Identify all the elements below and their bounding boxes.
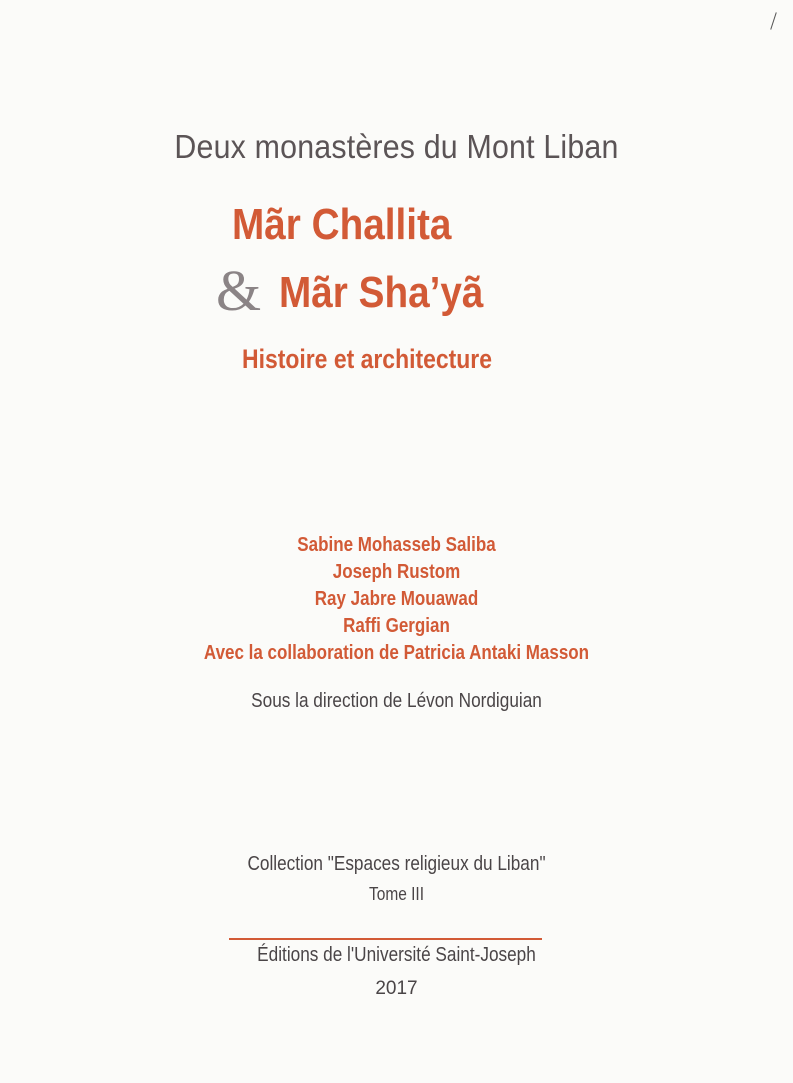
collaboration-credit: Avec la collaboration de Patricia Antaki Masson [203,642,590,664]
author-name: Raffi Gergian [343,615,450,637]
author-name: Sabine Mohasseb Saliba [297,534,496,556]
author-list [59,532,733,667]
collection-name: Collection "Espaces religieux du Liban" [247,853,546,875]
title-ampersand: & [216,258,262,323]
publisher-name: Éditions de l'Université Saint-Joseph [257,944,536,966]
main-title-line-2: Mãr Sha’yã [279,268,484,317]
main-title-line-1: Mãr Challita [232,200,452,249]
series-title: Deux monastères du Mont Liban [174,128,619,165]
divider-rule [229,938,542,940]
volume-number: Tome III [368,884,425,904]
book-subtitle: Histoire et architecture [242,344,492,374]
editorial-direction: Sous la direction de Lévon Nordiguian [251,690,542,712]
author-name: Joseph Rustom [332,561,461,583]
publication-year: 2017 [375,978,418,999]
author-name: Ray Jabre Mouawad [314,588,479,610]
edge-mark [770,12,777,29]
